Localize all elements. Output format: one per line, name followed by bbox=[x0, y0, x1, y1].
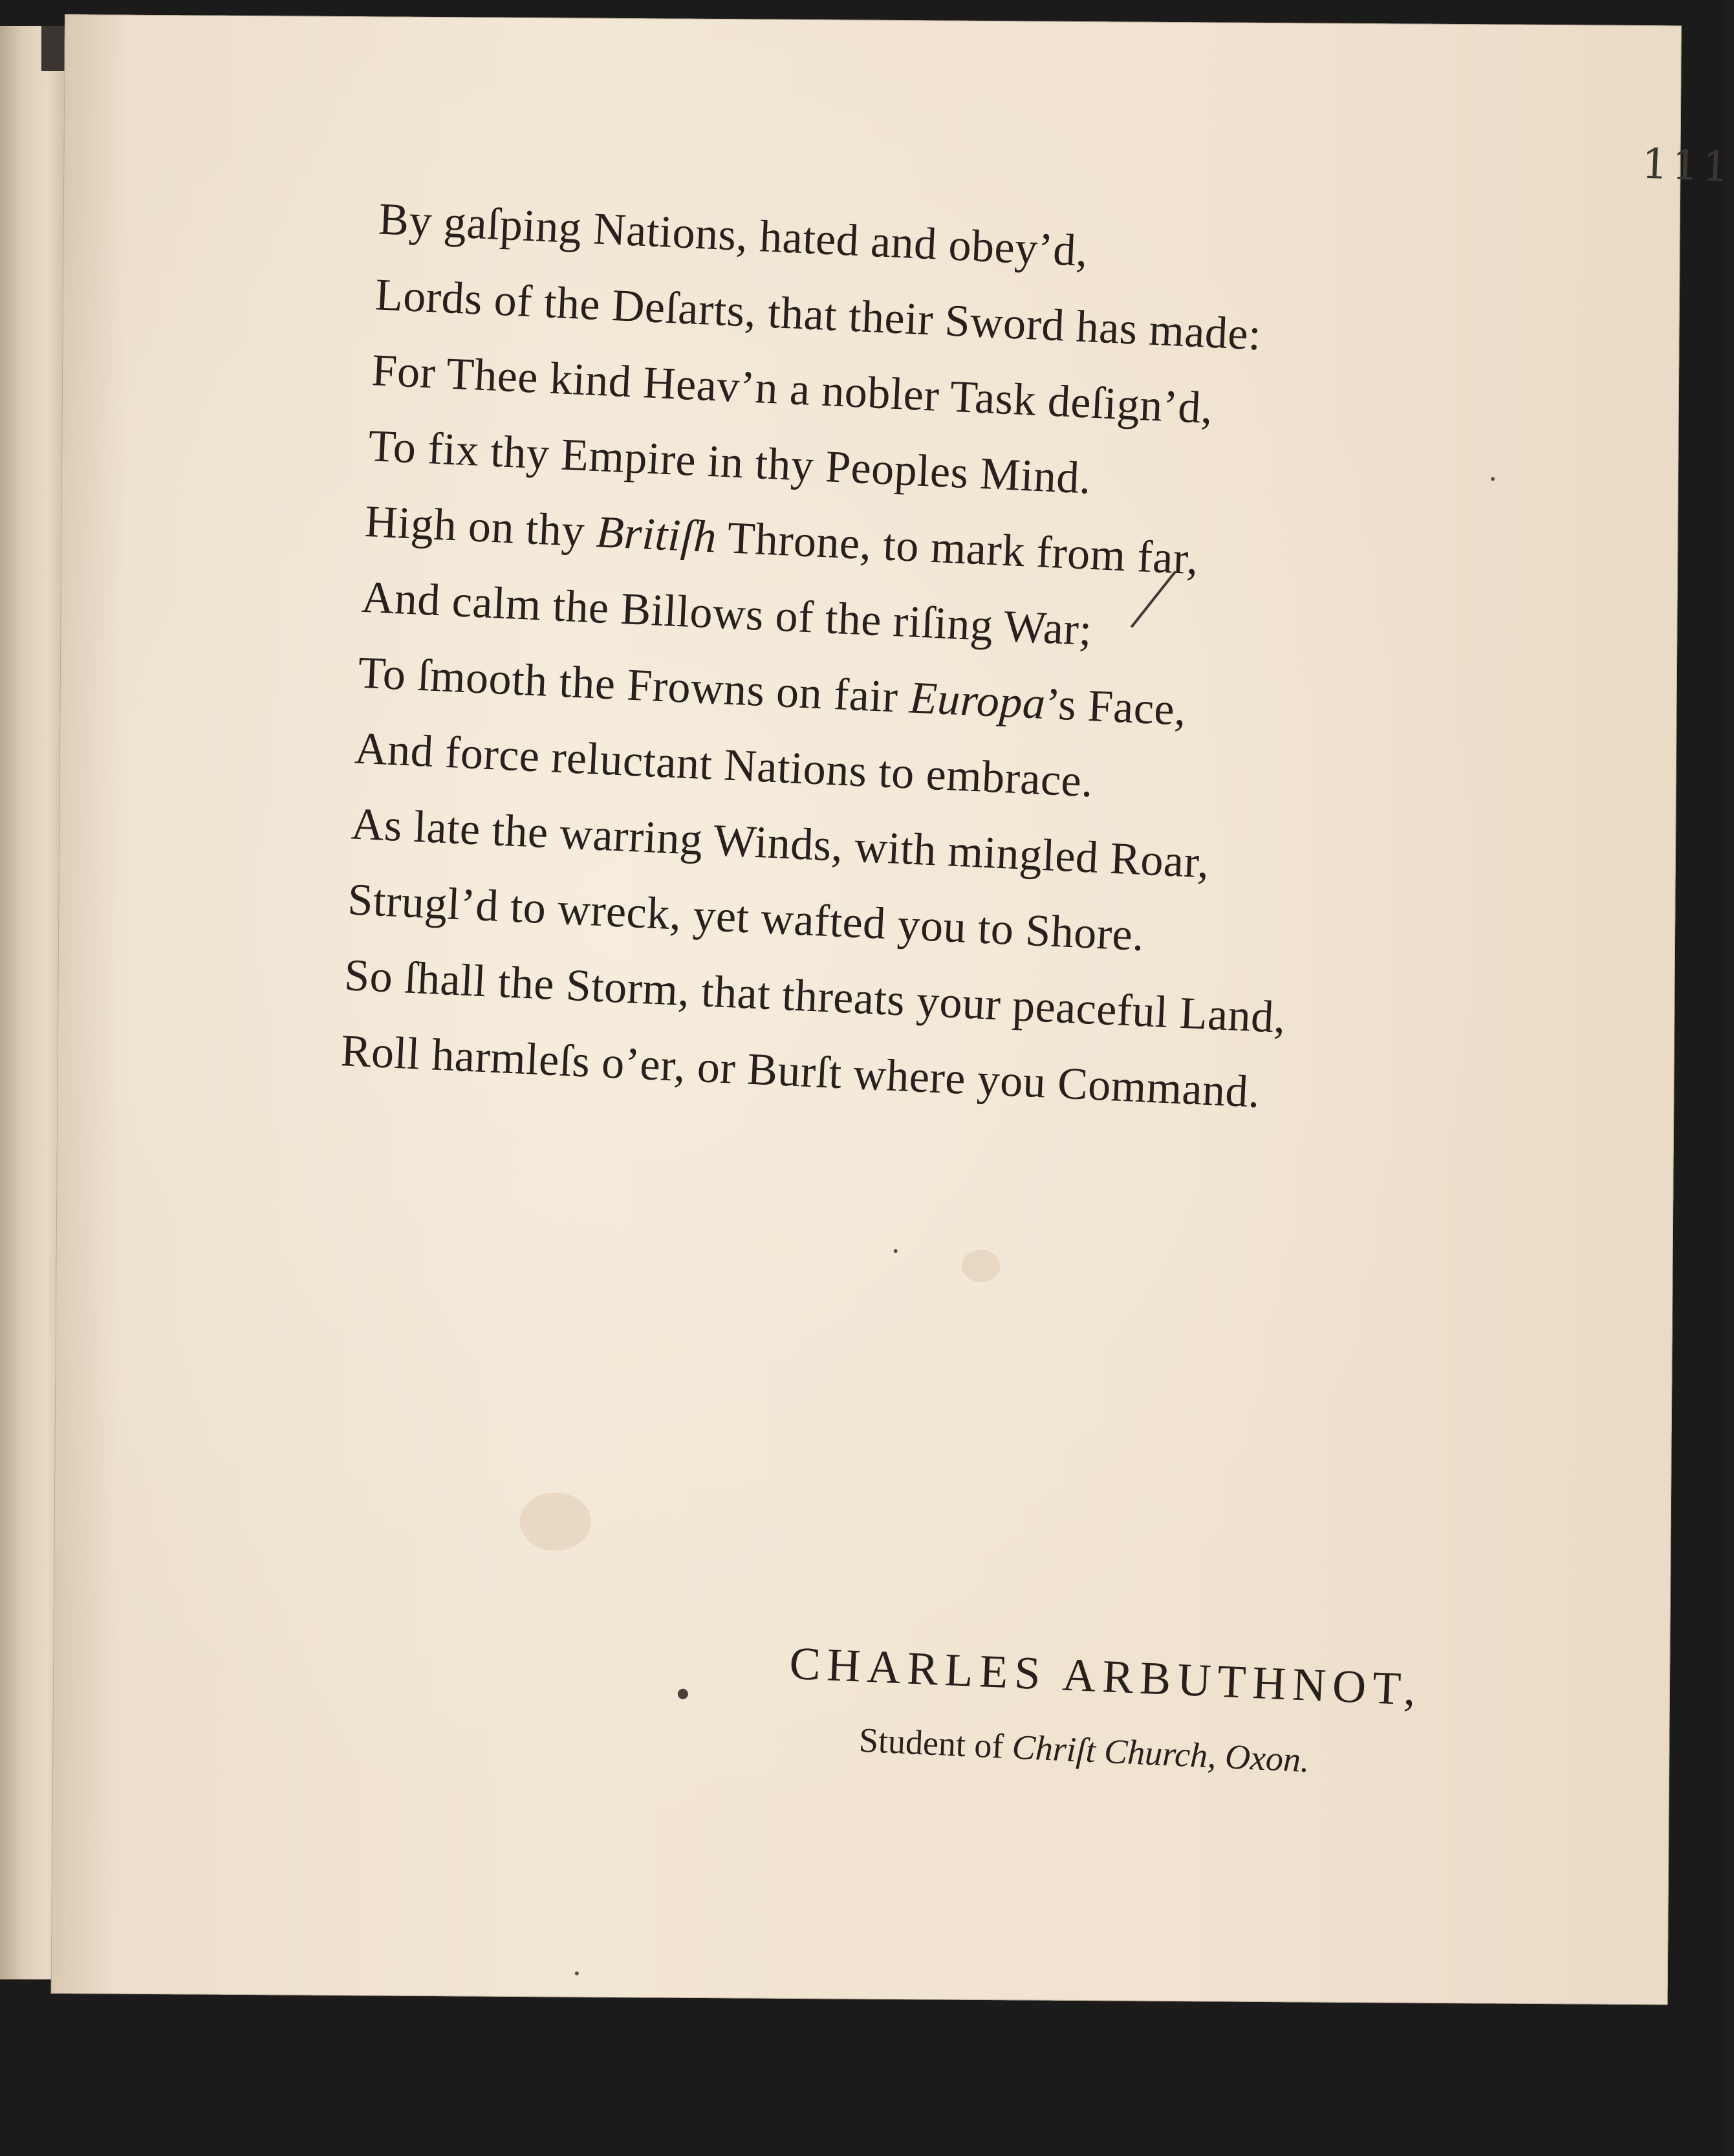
paper-speck bbox=[894, 1249, 898, 1253]
ink-dot bbox=[678, 1689, 688, 1699]
paper-speck bbox=[1491, 477, 1495, 481]
poem-line: Roll harmleſs o’er, or Burſt where you Command. bbox=[340, 1026, 1261, 1118]
poem-line: And calm the Billows of the riſing War; bbox=[360, 572, 1094, 655]
foxing-stain bbox=[961, 1250, 1000, 1282]
poem-line: And force reluctant Nations to embrace. bbox=[353, 723, 1094, 807]
italic-word: Britiſh bbox=[595, 507, 718, 563]
affiliation-italic: Chriſt Church, Oxon. bbox=[1011, 1727, 1310, 1780]
poem-line: So ſhall the Storm, that threats your peaceful Land, bbox=[343, 950, 1287, 1043]
line-text: To ſmooth the Frowns on fair bbox=[356, 648, 911, 723]
line-text: High on thy bbox=[363, 496, 598, 558]
poem-line: By gaſping Nations, hated and obey’d, bbox=[377, 194, 1089, 277]
poem-text bbox=[340, 181, 1479, 1138]
poem-line: Strugl’d to wreck, yet wafted you to Shore. bbox=[347, 875, 1145, 961]
poem-line: For Thee kind Heav’n a nobler Task deſign’d, bbox=[371, 345, 1214, 434]
italic-word: Europa bbox=[908, 673, 1047, 729]
poem-line: Lords of the Deſarts, that their Sword has made: bbox=[374, 270, 1263, 360]
author-affiliation bbox=[858, 1720, 1310, 1781]
author-name: CHARLES ARBUTHNOT, bbox=[788, 1637, 1424, 1715]
book-page bbox=[51, 14, 1734, 2005]
paper-speck bbox=[575, 1972, 579, 1976]
folio-pencil-mark: 111 bbox=[1640, 140, 1734, 192]
foxing-stain bbox=[519, 1492, 591, 1551]
line-text: Throne, to mark from far, bbox=[715, 512, 1200, 585]
poem-line: As late the warring Winds, with mingled Roar, bbox=[350, 799, 1211, 888]
poem-line: To fix thy Empire in thy Peoples Mind. bbox=[367, 421, 1092, 504]
line-text: ’s Face, bbox=[1044, 679, 1187, 735]
affiliation-text: Student of bbox=[858, 1720, 1013, 1767]
